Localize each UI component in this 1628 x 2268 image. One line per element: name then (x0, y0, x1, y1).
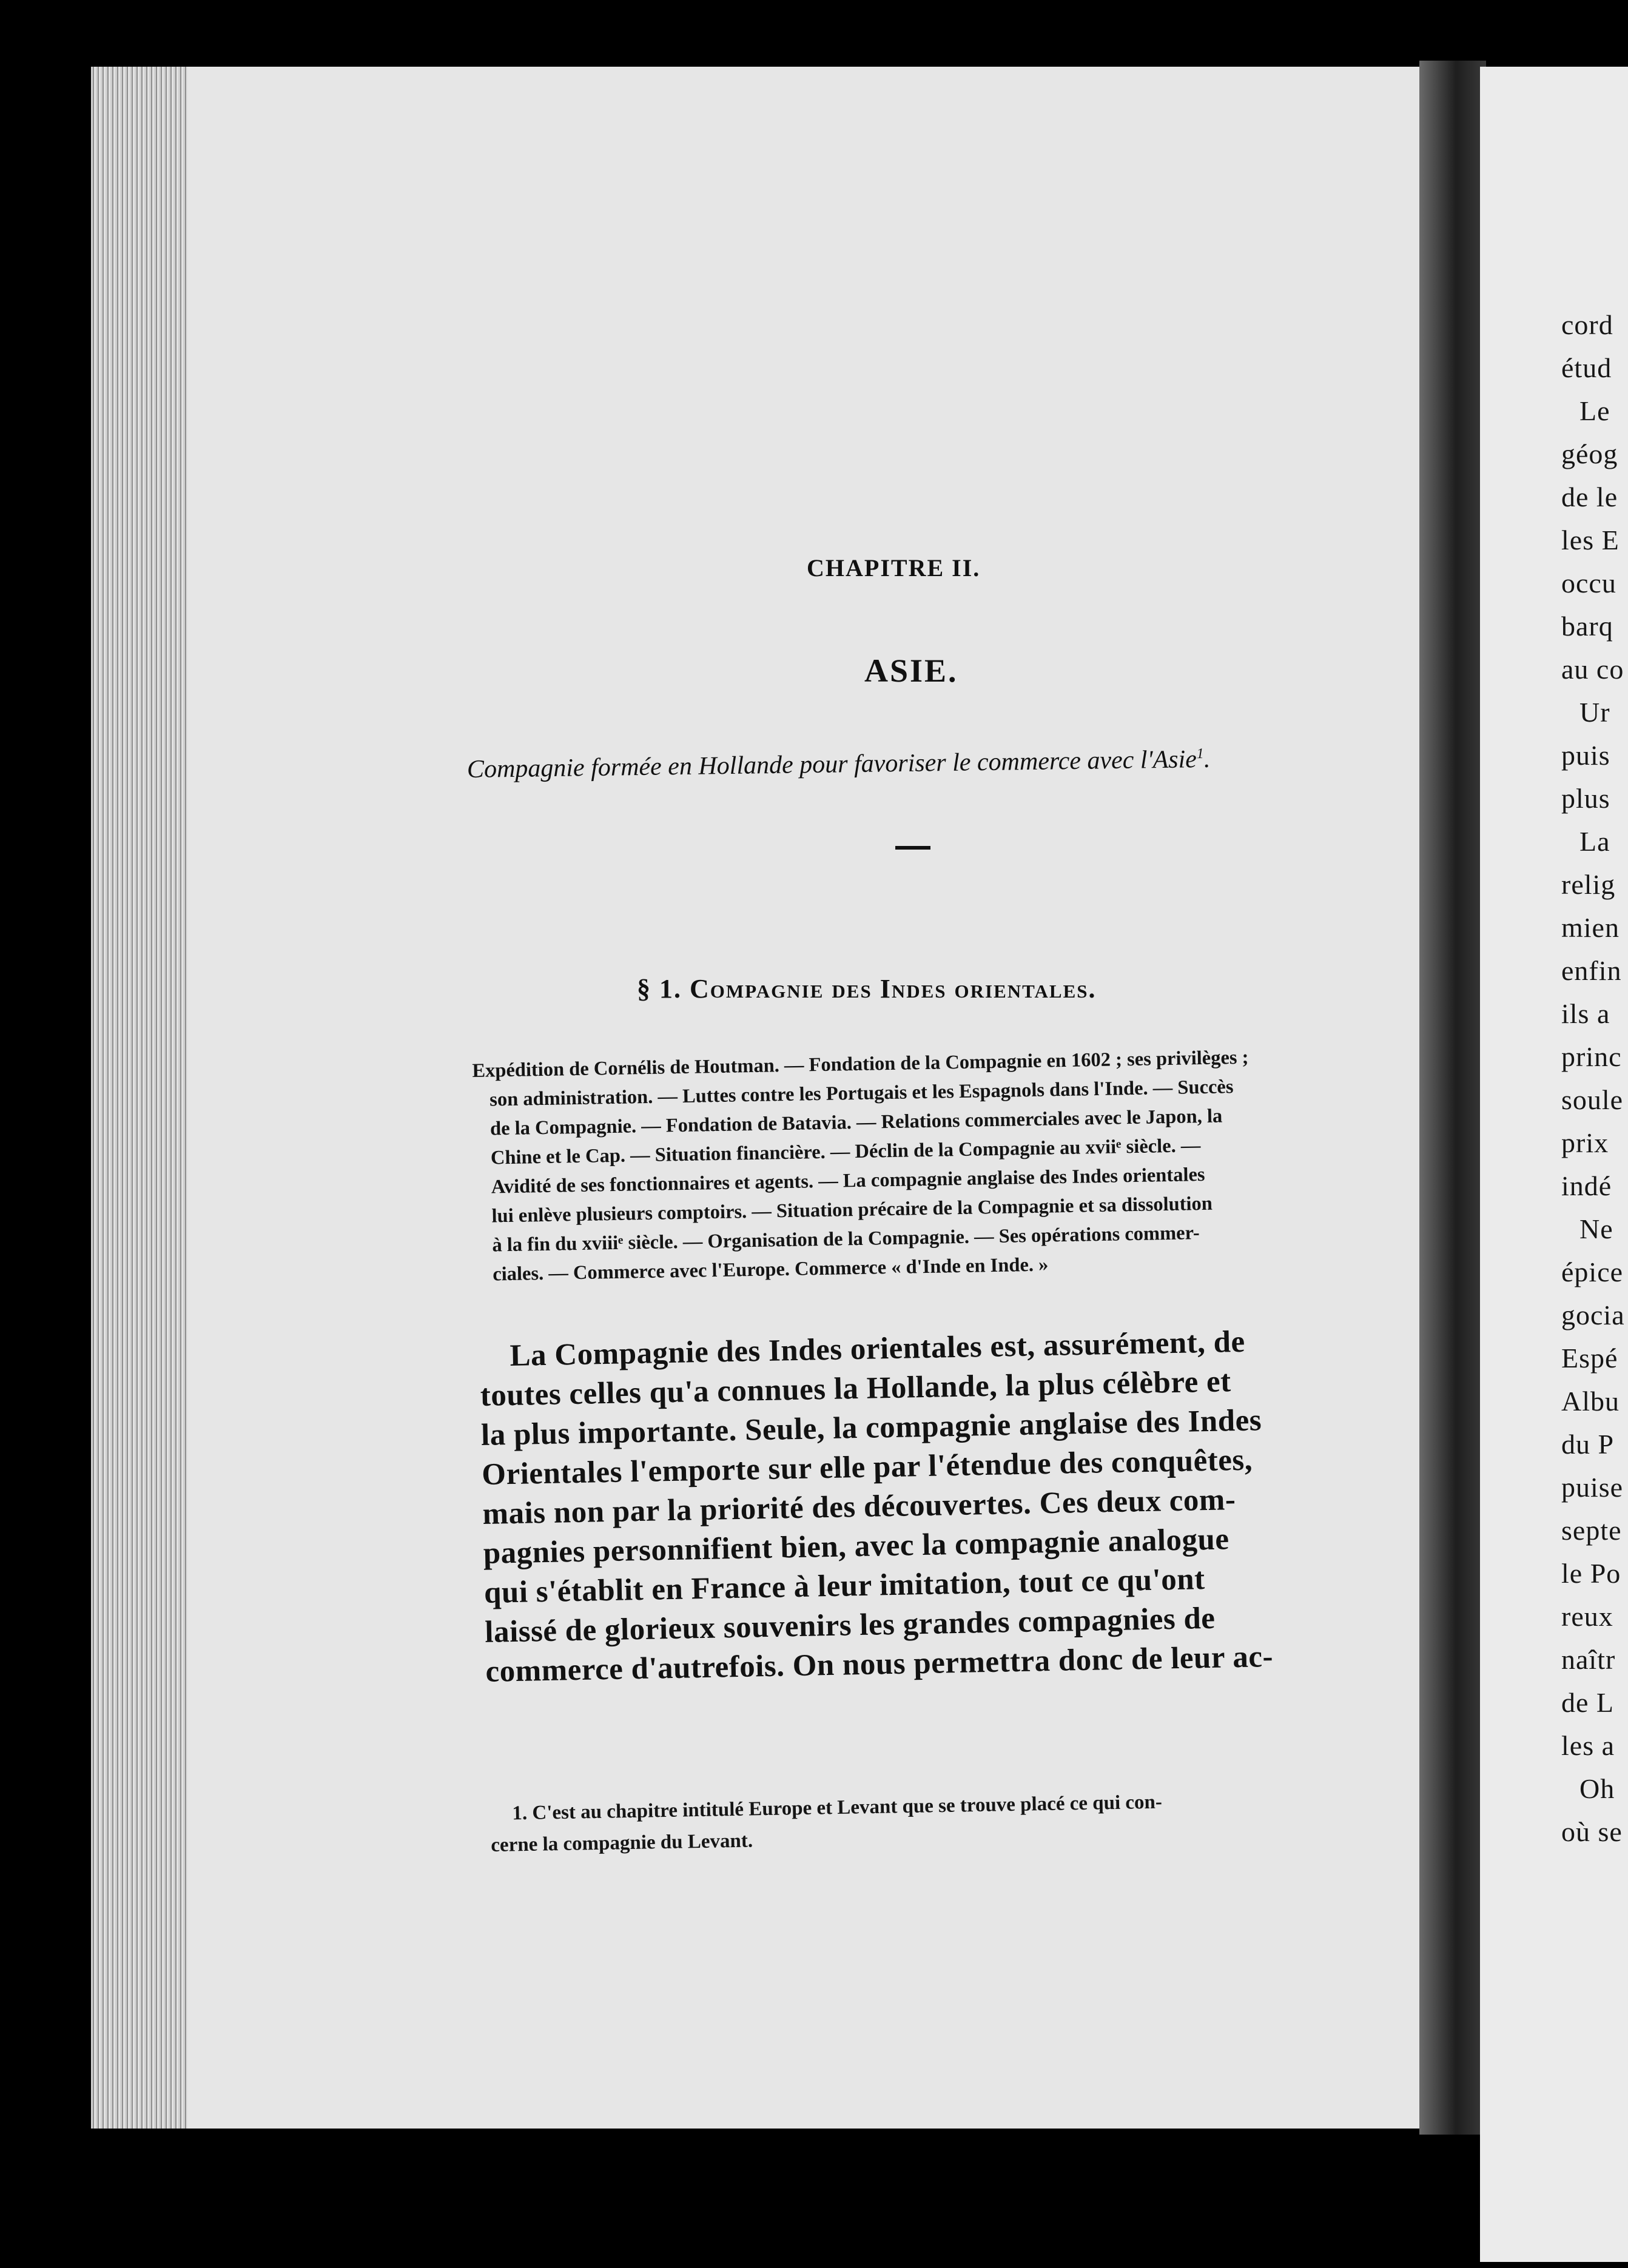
right-page-line: ils a (1561, 998, 1610, 1029)
right-page-line: étud (1561, 352, 1612, 383)
right-page-line: mien (1561, 912, 1620, 943)
right-page-line: occu (1561, 568, 1616, 599)
footnote-reference: 1 (1196, 746, 1204, 762)
body-line: pagnies personnifient bien, avec la compagnie analogue (483, 1522, 1229, 1571)
right-page-line: où se (1561, 1816, 1623, 1847)
right-page-line: septe (1561, 1515, 1622, 1546)
right-page-line: Albu (1561, 1386, 1620, 1417)
right-page-line: puise (1561, 1472, 1624, 1503)
right-page-line: soule (1561, 1084, 1624, 1115)
chapter-title: ASIE. (864, 653, 958, 689)
page-edges (91, 67, 200, 2129)
footnote-line: cerne la compagnie du Levant. (491, 1830, 753, 1856)
body-line: qui s'établit en France à leur imitation, tout ce qu'ont (483, 1562, 1206, 1610)
body-paragraph (479, 1320, 1408, 1692)
section-summary (472, 1041, 1385, 1289)
right-page-line: les a (1561, 1730, 1615, 1761)
summary-line: Expédition de Cornélis de Houtman. — Fondation de la Compagnie en 1602 ; ses privilèges ; (472, 1046, 1249, 1082)
right-page-line: du P (1561, 1429, 1615, 1460)
right-page-line: cord (1561, 309, 1613, 340)
right-page-line: barq (1561, 611, 1613, 642)
body-line: la plus importante. Seule, la compagnie anglaise des Indes (480, 1403, 1262, 1452)
book-gutter (1419, 61, 1486, 2135)
subtitle-text: Compagnie formée en Hollande pour favoriser le commerce avec l'Asie (466, 745, 1197, 783)
summary-line: lui enlève plusieurs comptoirs. — Situation précaire de la Compagnie et sa dissolution (491, 1192, 1213, 1227)
right-page-line: puis (1561, 740, 1610, 771)
footnote-line: 1. C'est au chapitre intitulé Europe et Levant que se trouve placé ce qui con- (512, 1791, 1163, 1825)
right-page-line: indé (1561, 1170, 1612, 1201)
summary-line: Chine et le Cap. — Situation financière. — Déclin de la Compagnie au xviiᵉ siècle. — (490, 1135, 1201, 1169)
right-page-line: plus (1561, 783, 1610, 814)
right-page-line: géog (1561, 438, 1618, 469)
separator-rule (895, 846, 930, 850)
right-page-line: enfin (1561, 955, 1622, 986)
chapter-label: CHAPITRE II. (807, 554, 981, 582)
right-page-line: La (1579, 826, 1610, 857)
summary-line: ciales. — Commerce avec l'Europe. Commerce « d'Inde en Inde. » (492, 1253, 1049, 1286)
summary-line: de la Compagnie. — Fondation de Batavia. — Relations commerciales avec le Japon, la (489, 1105, 1223, 1140)
right-page-line: de le (1561, 481, 1618, 512)
section-heading: § 1. Compagnie des Indes orientales. (637, 974, 1097, 1004)
right-page-line: reux (1561, 1601, 1613, 1632)
summary-line: son administration. — Luttes contre les Portugais et les Espagnols dans l'Inde. — Succès (489, 1076, 1234, 1111)
right-page-line: relig (1561, 869, 1616, 900)
right-page-line: Le (1579, 395, 1610, 426)
body-line: toutes celles qu'a connues la Hollande, la plus célèbre et (480, 1364, 1232, 1413)
right-page-line: de L (1561, 1687, 1615, 1718)
body-line: laissé de glorieux souvenirs les grandes compagnies de (484, 1601, 1216, 1649)
right-page-line: les E (1561, 525, 1620, 555)
body-line: commerce d'autrefois. On nous permettra donc de leur ac- (485, 1639, 1274, 1689)
right-page-line: Ne (1579, 1213, 1613, 1244)
right-page-line: le Po (1561, 1558, 1621, 1589)
body-line: Orientales l'emporte sur elle par l'étendue des conquêtes, (481, 1443, 1253, 1492)
right-page-line: au co (1561, 654, 1624, 685)
right-page-line: prix (1561, 1127, 1609, 1158)
right-page-line: épice (1561, 1256, 1624, 1287)
right-page-line: Ur (1579, 697, 1610, 728)
right-page (1480, 67, 1628, 2262)
right-page-line: Espé (1561, 1343, 1618, 1374)
right-page-line: princ (1561, 1041, 1622, 1072)
summary-line: à la fin du xviiiᵉ siècle. — Organisation de la Compagnie. — Ses opérations commer- (492, 1222, 1200, 1256)
right-page-line: gocia (1561, 1300, 1625, 1330)
right-page-line: naîtr (1561, 1644, 1616, 1675)
summary-line: Avidité de ses fonctionnaires et agents. — La compagnie anglaise des Indes orientales (491, 1163, 1205, 1198)
right-page-line: Oh (1579, 1773, 1615, 1804)
right-page-text (1561, 303, 1625, 1853)
body-line: La Compagnie des Indes orientales est, assurément, de (510, 1324, 1246, 1374)
body-line: mais non par la priorité des découvertes. Ces deux com- (482, 1483, 1236, 1531)
subtitle-end: . (1203, 745, 1211, 774)
